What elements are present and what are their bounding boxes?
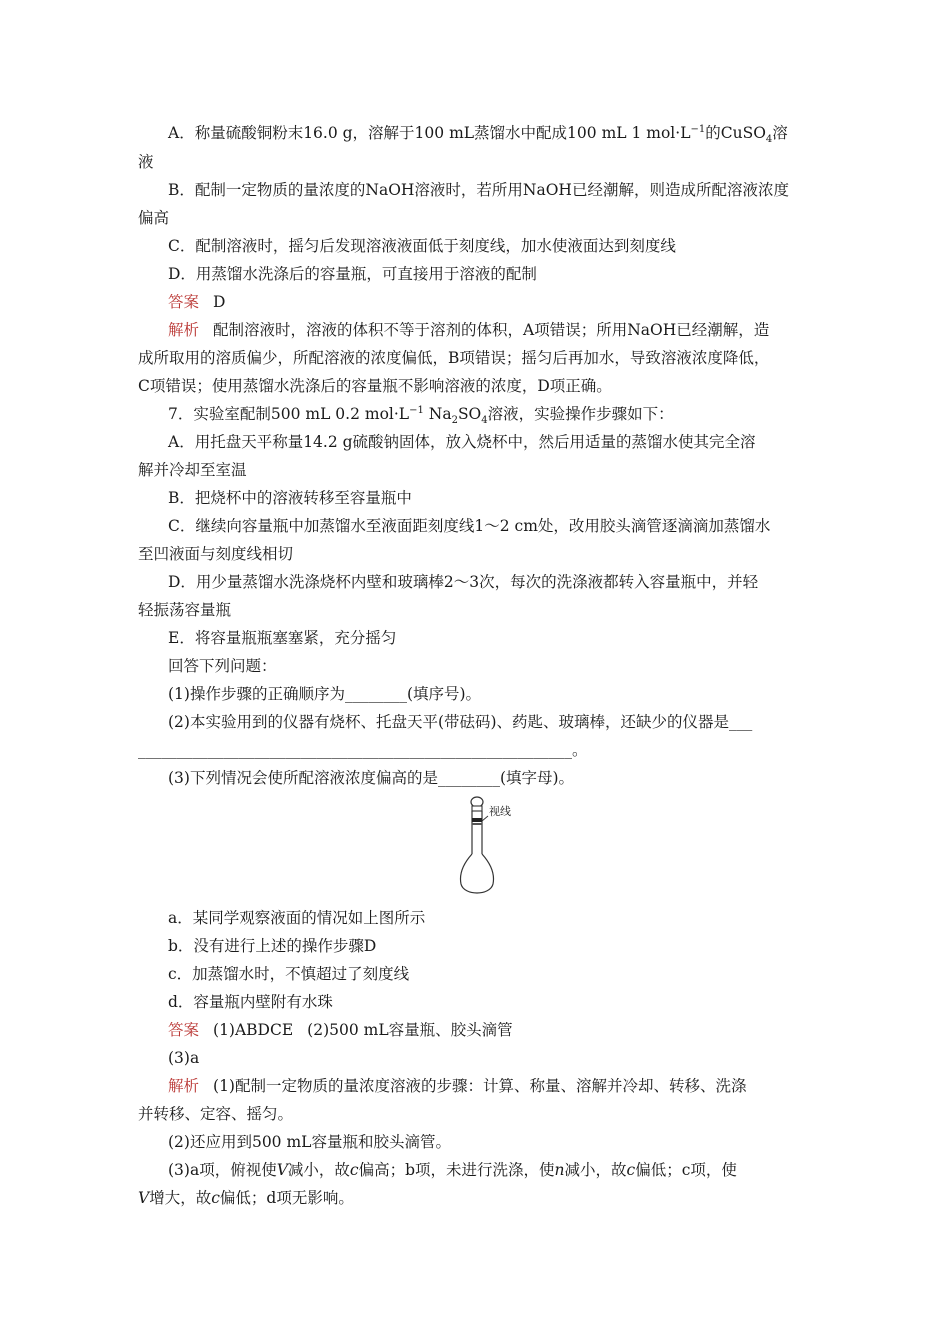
q7-analysis-3-cont: V增大，故c偏低；d项无影响。	[138, 1189, 354, 1207]
q7-choice-c: c．加蒸馏水时，不慎超过了刻度线	[168, 965, 410, 983]
volumetric-flask-icon	[455, 792, 535, 902]
q6-option-b: B．配制一定物质的量浓度的NaOH溶液时，若所用NaOH已经潮解，则造成所配溶液浓度	[168, 181, 789, 199]
q7-step-a-cont: 解并冷却至室温	[138, 461, 247, 479]
q7-analysis-2: (2)还应用到500 mL容量瓶和胶头滴管。	[168, 1133, 451, 1151]
answer-label: 答案	[168, 1021, 200, 1039]
q7-step-c: C．继续向容量瓶中加蒸馏水至液面距刻度线1～2 cm处，改用胶头滴管逐滴滴加蒸馏水	[168, 517, 771, 535]
q7-choice-d: d．容量瓶内壁附有水珠	[168, 993, 333, 1011]
q7-choice-b: b．没有进行上述的操作步骤D	[168, 937, 377, 955]
q7-step-c-cont: 至凹液面与刻度线相切	[138, 545, 294, 563]
q7-sub1: (1)操作步骤的正确顺序为________(填序号)。	[168, 685, 482, 703]
q6-option-d: D．用蒸馏水洗涤后的容量瓶，可直接用于溶液的配制	[168, 265, 537, 283]
volumetric-flask-figure	[455, 792, 535, 902]
q6-option-c: C．配制溶液时，摇匀后发现溶液液面低于刻度线，加水使液面达到刻度线	[168, 237, 676, 255]
q7-step-d: D．用少量蒸馏水洗涤烧杯内壁和玻璃棒2～3次，每次的洗涤液都转入容量瓶中，并轻	[168, 573, 759, 591]
q6-analysis: 解析 配制溶液时，溶液的体积不等于溶剂的体积，A项错误；所用NaOH已经潮解，造	[168, 321, 770, 339]
answer-value: D	[213, 293, 226, 311]
q7-sub2: (2)本实验用到的仪器有烧杯、托盘天平(带砝码)、药匙、玻璃棒，还缺少的仪器是___	[168, 713, 753, 731]
q7-sub3: (3)下列情况会使所配溶液浓度偏高的是________(填字母)。	[168, 769, 575, 787]
q7-answer-3: (3)a	[168, 1049, 200, 1067]
q7-choice-a: a．某同学观察液面的情况如上图所示	[168, 909, 426, 927]
q6-analysis-line3: C项错误；使用蒸馏水洗涤后的容量瓶不影响溶液的浓度，D项正确。	[138, 377, 612, 395]
q7-step-d-cont: 轻振荡容量瓶	[138, 601, 232, 619]
q6-option-a: A．称量硫酸铜粉末16.0 g，溶解于100 mL蒸馏水中配成100 mL 1 $mol\cdot L^{-1}$的CuSO$_4$溶	[168, 123, 788, 146]
q6-option-b-cont: 偏高	[138, 209, 170, 227]
q7-analysis-1-cont: 并转移、定容、摇匀。	[138, 1105, 294, 1123]
q7-answer: 答案 (1)ABDCE (2)500 mL容量瓶、胶头滴管	[168, 1021, 513, 1039]
q6-option-a-cont: 液	[138, 153, 154, 171]
q7-prompt: 回答下列问题：	[168, 657, 277, 675]
answer-label: 答案	[168, 293, 200, 311]
sight-line-label: 视线	[489, 806, 511, 818]
q7-analysis: 解析 (1)配制一定物质的量浓度溶液的步骤：计算、称量、溶解并冷却、转移、洗涤	[168, 1077, 747, 1095]
q7-step-e: E．将容量瓶瓶塞塞紧，充分摇匀	[168, 629, 397, 647]
analysis-label: 解析	[168, 1077, 200, 1095]
q7-step-a: A．用托盘天平称量14.2 g硫酸钠固体，放入烧杯中，然后用适量的蒸馏水使其完全溶	[168, 433, 756, 451]
q6-answer	[168, 291, 225, 313]
q7-analysis-3: (3)a项，俯视使V减小，故c偏高；b项，未进行洗涤，使n减小，故c偏低；c项，使	[168, 1161, 737, 1179]
analysis-label: 解析	[168, 321, 200, 339]
q6-analysis-line2: 成所取用的溶质偏少，所配溶液的浓度偏低，B项错误；摇匀后再加水，导致溶液浓度降低，	[138, 349, 770, 367]
q7-step-b: B．把烧杯中的溶液转移至容量瓶中	[168, 489, 412, 507]
q7-stem: 7．实验室配制500 mL 0.2 $mol\cdot L^{-1}$ $Na_2SO_4$溶液，实验操作步骤如下：	[168, 404, 674, 427]
q7-sub2-cont: ________________________________________________________。	[138, 741, 588, 759]
